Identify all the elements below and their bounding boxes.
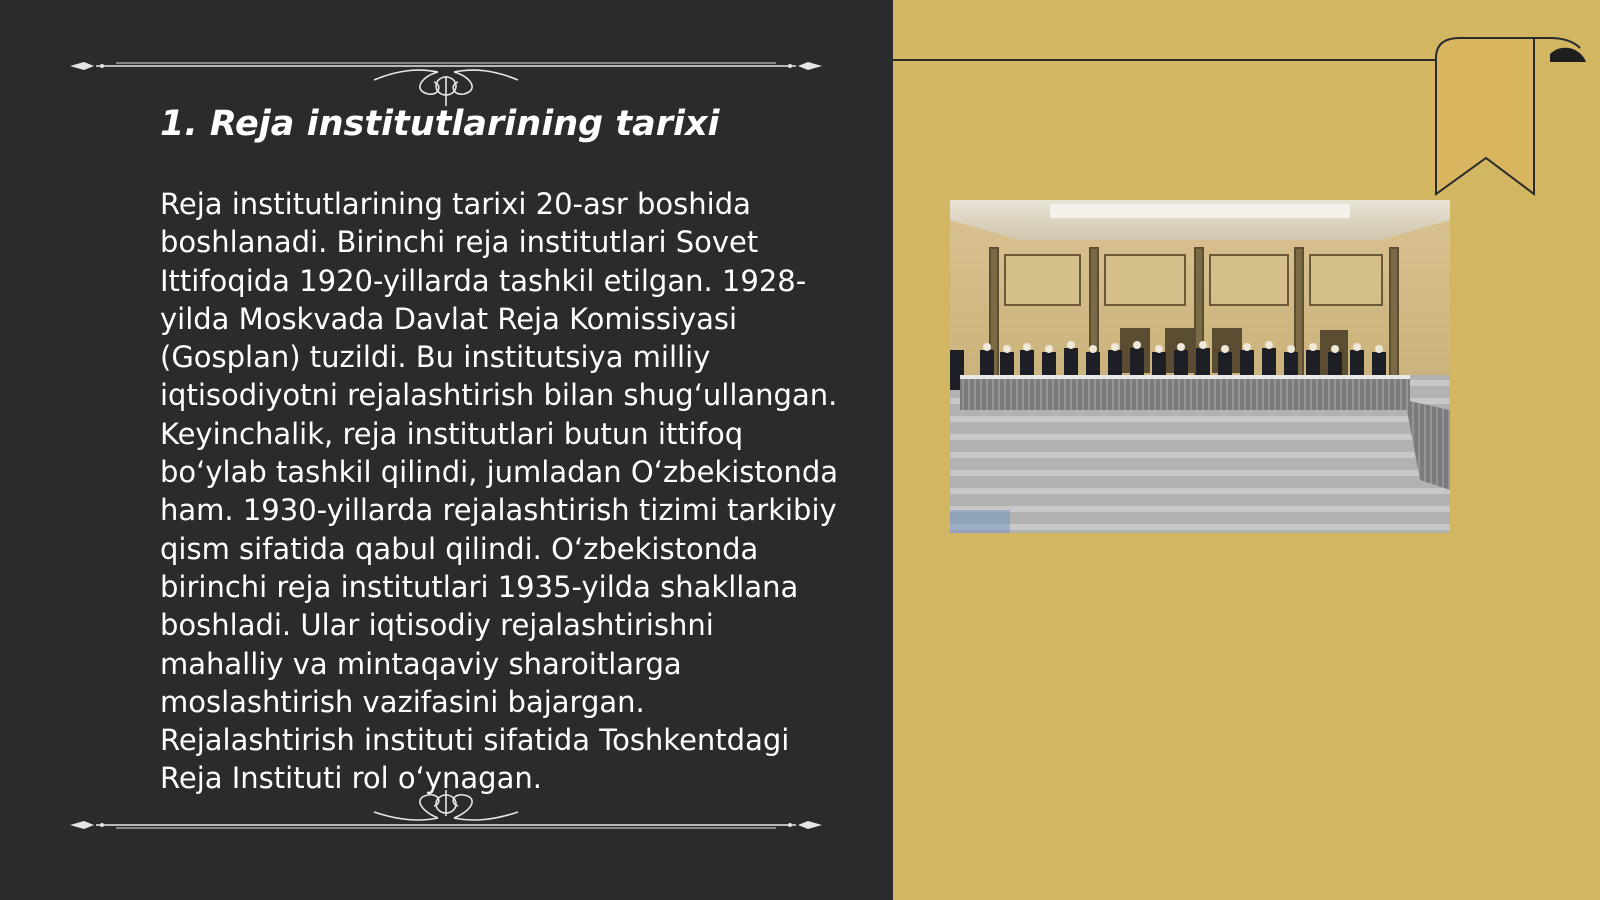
top-ornament-divider-icon [66,46,826,106]
decorative-line [893,59,1473,61]
bookmark-ribbon-icon [1430,34,1590,204]
conference-hall-photo [950,200,1450,533]
bottom-ornament-divider-icon [66,790,826,850]
slide-title: 1. Reja institutlarining tarixi [160,104,720,144]
slide-body-text: Reja institutlarining tarixi 20-asr boshida boshlanadi. Birinchi reja institutlari Sovet Ittifoqida 1920-yillarda tashkil etilgan. 1928-yilda Moskvada Davlat Reja Komissiyasi (Gosplan) tuzildi. Bu institutsiya milliy iqtisodiyotni rejalashtirish bilan shug‘ullangan. Keyinchalik, reja institutlari butun ittifoq bo‘ylab tashkil qilindi, jumladan O‘zbekistonda ham. 1930-yillarda rejalashtirish tizimi tarkibiy qism sifatida qabul qilindi. O‘zbekistonda birinchi reja institutlari 1935-yilda shakllana boshladi. Ular iqtisodiy rejalashtirishni mahalliy va mintaqaviy sharoitlarga moslashtirish vazifasini bajargan. Rejalashtirish instituti sifatida Toshkentdagi Reja Instituti rol o‘ynagan. [160,187,839,796]
